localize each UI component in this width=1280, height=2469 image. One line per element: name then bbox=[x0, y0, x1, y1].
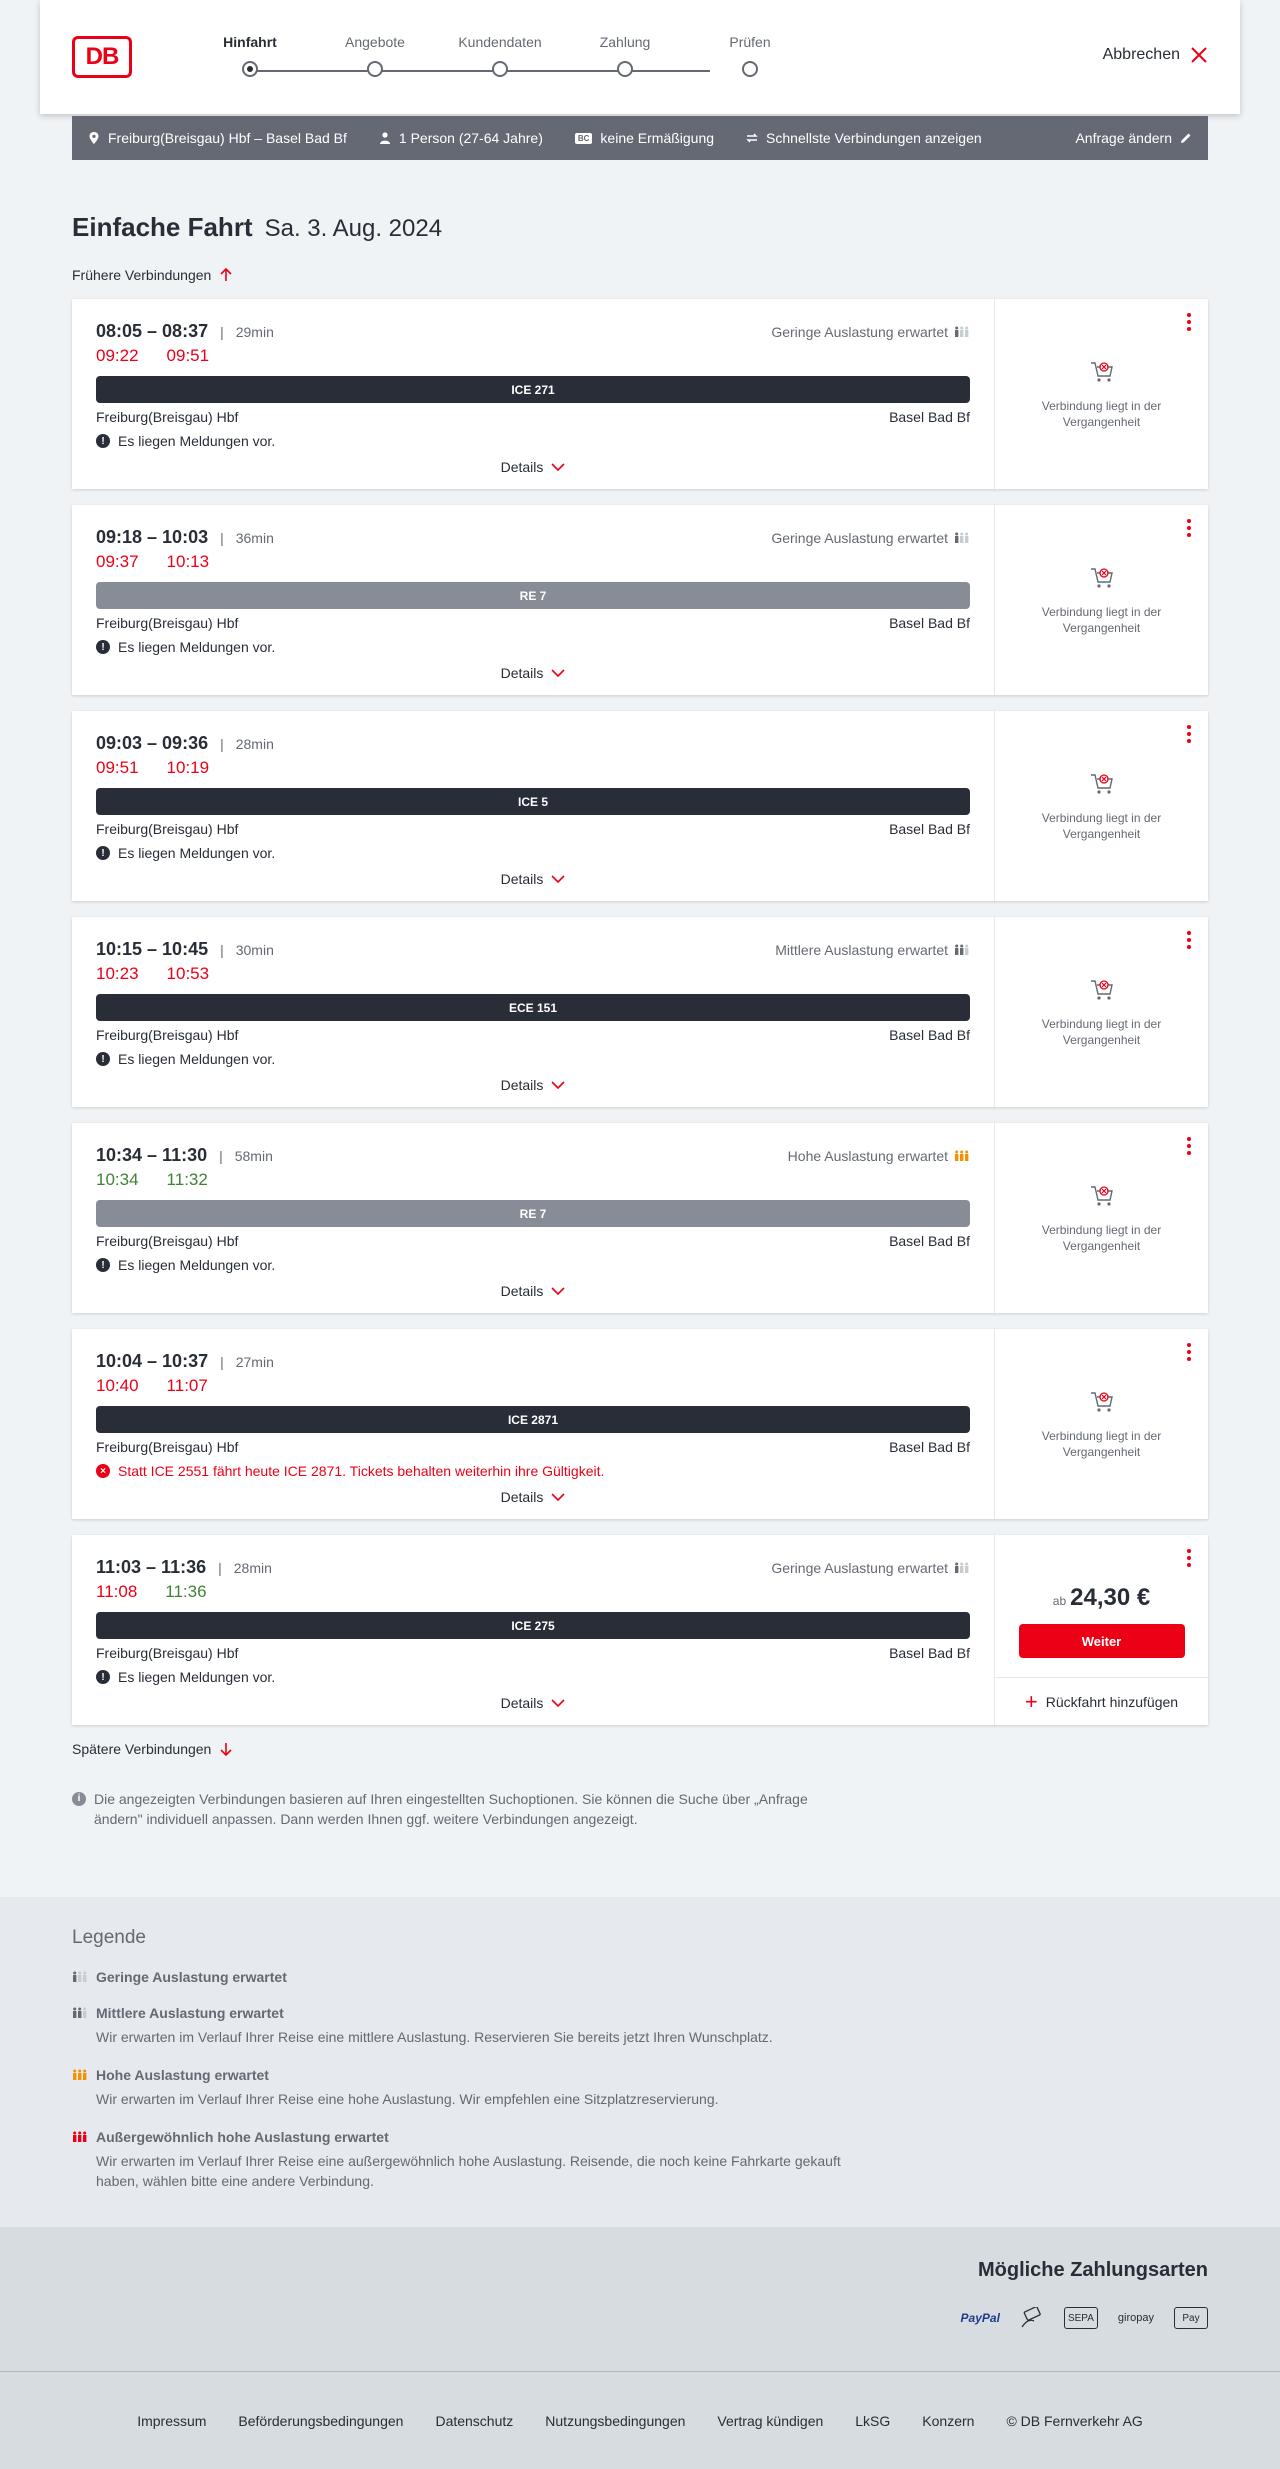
details-toggle[interactable] bbox=[72, 1283, 994, 1299]
past-connection-text: Verbindung liegt in der Vergangenheit bbox=[1041, 399, 1162, 429]
continue-button[interactable]: Weiter bbox=[1019, 1624, 1185, 1658]
connection-message bbox=[96, 639, 970, 655]
details-toggle[interactable] bbox=[72, 665, 994, 681]
realtime-departure: 09:37 bbox=[96, 552, 139, 571]
arrival-station: Basel Bad Bf bbox=[889, 1233, 970, 1249]
step-label: Zahlung bbox=[599, 34, 651, 50]
arrow-down-icon bbox=[219, 1742, 233, 1756]
giropay-icon: giropay bbox=[1117, 2312, 1154, 2324]
shopping-cart-icon bbox=[1088, 1182, 1116, 1210]
price-amount: 24,30 € bbox=[1070, 1584, 1151, 1611]
details-toggle[interactable] bbox=[72, 1077, 994, 1093]
occupancy-icon bbox=[954, 1150, 970, 1162]
duration: 58min bbox=[234, 1147, 273, 1164]
past-connection-text: Verbindung liegt in der Vergangenheit bbox=[1041, 1017, 1162, 1047]
connection-info bbox=[72, 917, 995, 1107]
legend-item-head bbox=[72, 2005, 1208, 2021]
connection-card bbox=[72, 505, 1208, 695]
duration: 28min bbox=[233, 1559, 272, 1576]
planned-times: 09:18 – 10:03 bbox=[96, 527, 209, 547]
connection-offer bbox=[995, 1535, 1208, 1725]
occupancy-icon bbox=[954, 944, 970, 956]
planned-times: 10:04 – 10:37 bbox=[96, 1351, 209, 1371]
connection-offer bbox=[995, 711, 1208, 901]
message-text: Statt ICE 2551 fährt heute ICE 2871. Tickets behalten weiterhin ihre Gültigkeit. bbox=[118, 1463, 605, 1479]
connection-message bbox=[96, 1051, 970, 1067]
realtime-row bbox=[96, 964, 970, 984]
stations-row bbox=[96, 409, 970, 425]
alert-icon: ! bbox=[96, 1052, 110, 1066]
change-query-label: Anfrage ändern bbox=[1075, 130, 1172, 146]
legend-item-desc: Wir erwarten im Verlauf Ihrer Reise eine außergewöhnlich hohe Auslastung. Reisende, die noch keine Fahrkarte gekauft haben, wählen bitte eine andere Verbindung. bbox=[96, 2153, 841, 2189]
train-bar[interactable]: RE 7 bbox=[96, 1200, 970, 1227]
location-pin-icon bbox=[88, 132, 100, 144]
footer-link[interactable]: Impressum bbox=[137, 2412, 207, 2429]
page-top bbox=[0, 0, 1280, 190]
connection-message bbox=[96, 1463, 970, 1479]
connection-card bbox=[72, 1123, 1208, 1313]
plus-icon: + bbox=[1024, 1688, 1038, 1714]
train-bar[interactable]: ICE 2871 bbox=[96, 1406, 970, 1433]
query-discount-text: keine Ermäßigung bbox=[600, 130, 715, 146]
connection-offer bbox=[995, 1123, 1208, 1313]
bahncard-icon: BC bbox=[575, 133, 593, 144]
error-icon: × bbox=[96, 1464, 110, 1478]
separator: | bbox=[220, 941, 224, 958]
connection-card bbox=[72, 917, 1208, 1107]
add-return-trip-button[interactable] bbox=[995, 1677, 1208, 1725]
arrow-up-icon bbox=[219, 268, 233, 282]
search-summary-bar bbox=[72, 116, 1208, 160]
planned-times: 10:15 – 10:45 bbox=[96, 939, 209, 959]
step-label: Angebote bbox=[345, 34, 405, 50]
query-route-text: Freiburg(Breisgau) Hbf – Basel Bad Bf bbox=[108, 130, 347, 146]
more-options-icon[interactable] bbox=[1186, 313, 1192, 331]
legend bbox=[72, 1927, 1208, 2191]
past-connection-text: Verbindung liegt in der Vergangenheit bbox=[1041, 1429, 1162, 1459]
shopping-cart-icon bbox=[1088, 976, 1116, 1004]
train-bar[interactable]: ICE 5 bbox=[96, 788, 970, 815]
details-toggle[interactable] bbox=[72, 459, 994, 475]
legend-item bbox=[72, 2005, 1208, 2047]
chevron-down-icon bbox=[551, 1080, 565, 1090]
connection-offer bbox=[995, 505, 1208, 695]
step-label: Hinfahrt bbox=[223, 34, 277, 50]
paypal-icon: PayPal bbox=[960, 2311, 1000, 2325]
connection-message bbox=[96, 1669, 970, 1685]
message-text: Es liegen Meldungen vor. bbox=[118, 845, 276, 861]
alert-icon: ! bbox=[96, 1670, 110, 1684]
past-connection-text: Verbindung liegt in der Vergangenheit bbox=[1041, 811, 1162, 841]
occupancy-icon bbox=[954, 532, 970, 544]
footer-link[interactable]: Konzern bbox=[922, 2412, 975, 2429]
legend-item bbox=[72, 1969, 1208, 1985]
more-options-icon[interactable] bbox=[1186, 931, 1192, 949]
message-text: Es liegen Meldungen vor. bbox=[118, 1051, 276, 1067]
price bbox=[1053, 1584, 1150, 1612]
connection-offer bbox=[995, 299, 1208, 489]
details-toggle[interactable] bbox=[72, 1695, 994, 1711]
more-options-icon[interactable] bbox=[1186, 725, 1192, 743]
arrival-station: Basel Bad Bf bbox=[889, 1645, 970, 1661]
alert-icon: ! bbox=[96, 434, 110, 448]
chevron-down-icon bbox=[551, 1698, 565, 1708]
time-row bbox=[96, 733, 970, 754]
chevron-down-icon bbox=[551, 462, 565, 472]
step-angebote bbox=[305, 34, 445, 56]
step-dot bbox=[742, 61, 758, 77]
separator: | bbox=[220, 323, 224, 340]
connection-info bbox=[72, 1329, 995, 1519]
step-pruefen bbox=[680, 34, 820, 56]
more-options-icon[interactable] bbox=[1186, 519, 1192, 537]
duration: 27min bbox=[235, 1353, 274, 1370]
time-row bbox=[96, 939, 970, 960]
footer-link[interactable]: Beförderungsbedingungen bbox=[238, 2412, 404, 2429]
search-info-text: Die angezeigten Verbindungen basieren auf Ihren eingestellten Suchoptionen. Sie können die Suche über „Anfrage ändern" individuell anpassen. Dann werden Ihnen ggf. weitere Verbindungen angezeigt. bbox=[94, 1791, 808, 1827]
chevron-down-icon bbox=[551, 668, 565, 678]
cancel-button[interactable] bbox=[1103, 46, 1208, 64]
message-text: Es liegen Meldungen vor. bbox=[118, 433, 276, 449]
footer-link[interactable]: Nutzungsbedingungen bbox=[545, 2412, 686, 2429]
details-label: Details bbox=[500, 871, 544, 887]
step-kundendaten bbox=[430, 34, 570, 56]
departure-station: Freiburg(Breisgau) Hbf bbox=[96, 821, 239, 837]
legend-item-label: Geringe Auslastung erwartet bbox=[96, 1969, 287, 1985]
realtime-row bbox=[96, 1582, 970, 1602]
query-option bbox=[746, 130, 982, 146]
duration: 36min bbox=[235, 529, 274, 546]
step-label: Kundendaten bbox=[458, 34, 542, 50]
step-dot bbox=[242, 61, 258, 77]
step-hinfahrt bbox=[180, 34, 320, 56]
legend-title: Legende bbox=[72, 1927, 146, 1948]
trip-date: Sa. 3. Aug. 2024 bbox=[264, 215, 443, 242]
realtime-row bbox=[96, 1376, 970, 1396]
time-row bbox=[96, 1145, 970, 1166]
footer-link[interactable]: Datenschutz bbox=[435, 2412, 514, 2429]
legend-item bbox=[72, 2129, 1208, 2191]
time-row bbox=[96, 1557, 970, 1578]
legend-item-head bbox=[72, 2067, 1208, 2083]
separator: | bbox=[218, 1559, 222, 1576]
legend-item-desc: Wir erwarten im Verlauf Ihrer Reise eine mittlere Auslastung. Reservieren Sie bereits jetzt Ihren Wunschplatz. bbox=[96, 2029, 773, 2045]
step-dot bbox=[367, 61, 383, 77]
message-text: Es liegen Meldungen vor. bbox=[118, 1257, 276, 1273]
header bbox=[40, 0, 1240, 114]
occupancy-info bbox=[788, 1148, 970, 1164]
train-bar[interactable]: ICE 275 bbox=[96, 1612, 970, 1639]
shopping-cart-icon bbox=[1088, 358, 1116, 386]
occupancy-icon bbox=[72, 2007, 88, 2019]
search-info-note bbox=[72, 1789, 832, 1829]
arrival-station: Basel Bad Bf bbox=[889, 821, 970, 837]
message-text: Es liegen Meldungen vor. bbox=[118, 1669, 276, 1685]
shopping-cart-icon bbox=[1088, 564, 1116, 592]
separator: | bbox=[220, 735, 224, 752]
connection-info bbox=[72, 299, 995, 489]
legend-item-head bbox=[72, 2129, 1208, 2145]
sepa-icon: SEPA bbox=[1064, 2307, 1098, 2329]
step-zahlung bbox=[555, 34, 695, 56]
page-title bbox=[72, 212, 1208, 243]
chevron-down-icon bbox=[551, 1492, 565, 1502]
separator: | bbox=[219, 1147, 223, 1164]
payment-icons bbox=[961, 2305, 1208, 2331]
realtime-arrival: 11:32 bbox=[166, 1170, 208, 1189]
stepper-line bbox=[250, 70, 710, 72]
alert-icon: ! bbox=[96, 1258, 110, 1272]
earlier-connections-link[interactable] bbox=[72, 267, 1208, 283]
footer-link: © DB Fernverkehr AG bbox=[1006, 2412, 1143, 2429]
past-connection-text: Verbindung liegt in der Vergangenheit bbox=[1041, 1223, 1162, 1253]
shopping-cart-icon bbox=[1088, 1388, 1116, 1416]
legend-item bbox=[72, 2067, 1208, 2109]
connection-card bbox=[72, 1329, 1208, 1519]
departure-station: Freiburg(Breisgau) Hbf bbox=[96, 1027, 239, 1043]
details-label: Details bbox=[500, 459, 544, 475]
footer-link[interactable]: Vertrag kündigen bbox=[717, 2412, 824, 2429]
connection-info bbox=[72, 1535, 995, 1725]
chevron-down-icon bbox=[551, 1286, 565, 1296]
planned-times: 09:03 – 09:36 bbox=[96, 733, 209, 753]
close-icon bbox=[1190, 46, 1208, 64]
realtime-arrival: 11:36 bbox=[165, 1582, 207, 1601]
separator: | bbox=[220, 529, 224, 546]
details-toggle[interactable] bbox=[72, 871, 994, 887]
stations-row bbox=[96, 615, 970, 631]
query-discount bbox=[575, 130, 714, 146]
duration: 30min bbox=[235, 941, 274, 958]
departure-station: Freiburg(Breisgau) Hbf bbox=[96, 409, 239, 425]
alert-icon: ! bbox=[96, 640, 110, 654]
more-options-icon[interactable] bbox=[1186, 1137, 1192, 1155]
connection-info bbox=[72, 711, 995, 901]
realtime-arrival: 10:53 bbox=[166, 964, 210, 983]
realtime-row bbox=[96, 552, 970, 572]
more-options-icon[interactable] bbox=[1186, 1549, 1192, 1567]
occupancy-label: Geringe Auslastung erwartet bbox=[771, 1559, 948, 1576]
trip-type-title: Einfache Fahrt bbox=[72, 212, 253, 242]
planned-times: 08:05 – 08:37 bbox=[96, 321, 209, 341]
time-row bbox=[96, 321, 970, 342]
occupancy-icon bbox=[72, 2069, 88, 2081]
change-query-button[interactable] bbox=[1075, 130, 1192, 146]
connection-list bbox=[72, 299, 1208, 1725]
train-bar[interactable]: ECE 151 bbox=[96, 994, 970, 1021]
occupancy-label: Hohe Auslastung erwartet bbox=[787, 1147, 948, 1164]
connection-offer bbox=[995, 917, 1208, 1107]
realtime-departure: 10:34 bbox=[96, 1170, 139, 1189]
connection-message bbox=[96, 1257, 970, 1273]
query-persons-text: 1 Person (27-64 Jahre) bbox=[398, 130, 543, 146]
details-label: Details bbox=[500, 1283, 544, 1299]
pencil-icon bbox=[1180, 132, 1192, 144]
occupancy-icon bbox=[954, 326, 970, 338]
occupancy-label: Geringe Auslastung erwartet bbox=[771, 529, 948, 546]
train-bar[interactable]: RE 7 bbox=[96, 582, 970, 609]
step-dot bbox=[492, 61, 508, 77]
footer-link[interactable]: LkSG bbox=[855, 2412, 891, 2429]
main-content bbox=[72, 212, 1208, 1829]
details-label: Details bbox=[500, 1695, 544, 1711]
earlier-connections-label: Frühere Verbindungen bbox=[72, 267, 212, 283]
arrival-station: Basel Bad Bf bbox=[889, 615, 970, 631]
realtime-departure: 09:22 bbox=[96, 346, 139, 365]
later-connections-label: Spätere Verbindungen bbox=[72, 1741, 212, 1757]
connection-card bbox=[72, 299, 1208, 489]
occupancy-label: Mittlere Auslastung erwartet bbox=[775, 941, 948, 958]
shopping-cart-icon bbox=[1088, 770, 1116, 798]
realtime-arrival: 10:19 bbox=[166, 758, 210, 777]
occupancy-info bbox=[771, 324, 970, 340]
stations-row bbox=[96, 821, 970, 837]
legend-item-label: Hohe Auslastung erwartet bbox=[96, 2067, 269, 2083]
swap-arrows-icon bbox=[746, 132, 758, 144]
add-return-trip-label: Rückfahrt hinzufügen bbox=[1045, 1693, 1179, 1710]
past-connection-text: Verbindung liegt in der Vergangenheit bbox=[1041, 605, 1162, 635]
departure-station: Freiburg(Breisgau) Hbf bbox=[96, 615, 239, 631]
occupancy-label: Geringe Auslastung erwartet bbox=[771, 323, 948, 340]
arrival-station: Basel Bad Bf bbox=[889, 409, 970, 425]
alert-icon: ! bbox=[96, 846, 110, 860]
info-icon: i bbox=[72, 1792, 86, 1806]
planned-times: 10:34 – 11:30 bbox=[96, 1145, 208, 1165]
payment-methods-title: Mögliche Zahlungsarten bbox=[977, 2259, 1208, 2281]
person-icon bbox=[379, 132, 391, 144]
connection-info bbox=[72, 1123, 995, 1313]
step-label: Prüfen bbox=[729, 34, 771, 50]
legend-item-head bbox=[72, 1969, 1208, 1985]
arrival-station: Basel Bad Bf bbox=[889, 1439, 970, 1455]
realtime-departure: 11:08 bbox=[96, 1582, 138, 1601]
occupancy-info bbox=[771, 530, 970, 546]
realtime-row bbox=[96, 346, 970, 366]
realtime-departure: 09:51 bbox=[96, 758, 139, 777]
message-text: Es liegen Meldungen vor. bbox=[118, 639, 276, 655]
stations-row bbox=[96, 1233, 970, 1249]
time-row bbox=[96, 1351, 970, 1372]
departure-station: Freiburg(Breisgau) Hbf bbox=[96, 1439, 239, 1455]
connection-message bbox=[96, 845, 970, 861]
cancel-label: Abbrechen bbox=[1102, 46, 1180, 63]
realtime-arrival: 10:13 bbox=[166, 552, 210, 571]
realtime-row bbox=[96, 1170, 970, 1190]
query-route bbox=[88, 130, 347, 146]
step-dot bbox=[617, 61, 633, 77]
details-label: Details bbox=[500, 1077, 544, 1093]
connection-card bbox=[72, 1535, 1208, 1725]
chevron-down-icon bbox=[551, 874, 565, 884]
legend-item-label: Mittlere Auslastung erwartet bbox=[96, 2005, 284, 2021]
occupancy-icon bbox=[954, 1562, 970, 1574]
credit-card-hand-icon bbox=[1020, 2305, 1044, 2331]
connection-offer bbox=[995, 1329, 1208, 1519]
occupancy-info bbox=[775, 942, 970, 958]
train-bar[interactable]: ICE 271 bbox=[96, 376, 970, 403]
occupancy-icon bbox=[72, 1971, 88, 1983]
arrival-station: Basel Bad Bf bbox=[889, 1027, 970, 1043]
legend-item-desc: Wir erwarten im Verlauf Ihrer Reise eine hohe Auslastung. Wir empfehlen eine Sitzplatzreservierung. bbox=[96, 2091, 719, 2107]
occupancy-info bbox=[771, 1560, 970, 1576]
db-logo[interactable]: DB bbox=[72, 36, 132, 78]
separator: | bbox=[220, 1353, 224, 1370]
price-area bbox=[995, 1535, 1208, 1677]
stations-row bbox=[96, 1645, 970, 1661]
occupancy-icon bbox=[72, 2131, 88, 2143]
stations-row bbox=[96, 1027, 970, 1043]
apple-pay-icon bbox=[1174, 2307, 1208, 2329]
realtime-arrival: 09:51 bbox=[166, 346, 210, 365]
details-toggle[interactable] bbox=[72, 1489, 994, 1505]
details-label: Details bbox=[500, 665, 544, 681]
more-options-icon[interactable] bbox=[1186, 1343, 1192, 1361]
connection-info bbox=[72, 505, 995, 695]
time-row bbox=[96, 527, 970, 548]
planned-times: 11:03 – 11:36 bbox=[96, 1557, 207, 1577]
realtime-departure: 10:23 bbox=[96, 964, 139, 983]
query-persons bbox=[379, 130, 543, 146]
details-label: Details bbox=[500, 1489, 544, 1505]
legend-item-label: Außergewöhnlich hohe Auslastung erwartet bbox=[96, 2129, 389, 2145]
later-connections-link[interactable] bbox=[72, 1741, 1208, 1757]
stations-row bbox=[96, 1439, 970, 1455]
duration: 29min bbox=[235, 323, 274, 340]
connection-card bbox=[72, 711, 1208, 901]
price-prefix: ab bbox=[1052, 1594, 1067, 1608]
query-option-text: Schnellste Verbindungen anzeigen bbox=[766, 130, 982, 146]
departure-station: Freiburg(Breisgau) Hbf bbox=[96, 1645, 239, 1661]
realtime-row bbox=[96, 758, 970, 778]
connection-message bbox=[96, 433, 970, 449]
legend-section bbox=[0, 1897, 1280, 2227]
payment-methods-section bbox=[0, 2227, 1280, 2372]
realtime-departure: 10:40 bbox=[96, 1376, 139, 1395]
realtime-arrival: 11:07 bbox=[166, 1376, 208, 1395]
departure-station: Freiburg(Breisgau) Hbf bbox=[96, 1233, 239, 1249]
footer bbox=[0, 2372, 1280, 2469]
duration: 28min bbox=[235, 735, 274, 752]
progress-stepper bbox=[180, 34, 780, 84]
apple-pay-label: Pay bbox=[1182, 2312, 1200, 2324]
